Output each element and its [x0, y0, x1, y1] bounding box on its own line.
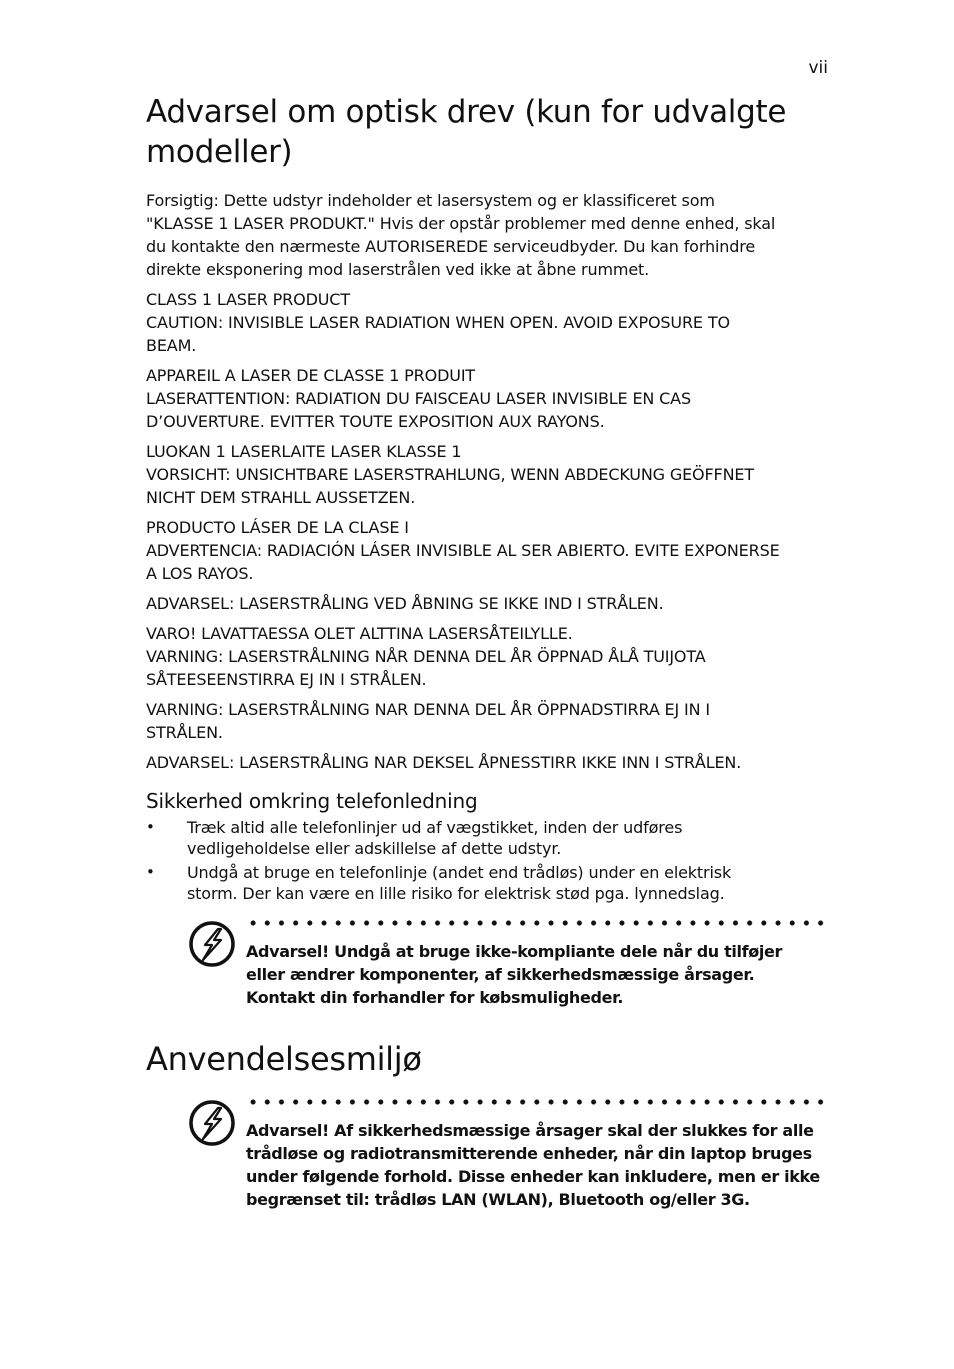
page-number: vii [808, 58, 828, 78]
section-title-optical-drive [146, 92, 830, 172]
paragraph [146, 698, 830, 744]
warning-line: Kontakt din forhandler for købsmuligheder. [246, 988, 624, 1007]
paragraph-line: Forsigtig: Dette udstyr indeholder et lasersystem og er klassificeret som [146, 191, 715, 210]
paragraph-line: direkte eksponering mod laserstrålen ved ikke at åbne rummet. [146, 260, 650, 279]
list-item-line: Undgå at bruge en telefonlinje (andet end trådløs) under en elektrisk [187, 863, 732, 882]
paragraph [146, 592, 830, 615]
paragraph [146, 364, 830, 433]
paragraph [146, 189, 830, 281]
paragraph-line: NICHT DEM STRAHLL AUSSETZEN. [146, 488, 416, 507]
paragraph [146, 440, 830, 509]
paragraph [146, 516, 830, 585]
warning-text [246, 1119, 830, 1211]
warning-line: trådløse og radiotransmitterende enheder, når din laptop bruges [246, 1144, 812, 1163]
warning-line: Advarsel! Undgå at bruge ikke-kompliante dele når du tilføjer [246, 942, 783, 961]
list-item [146, 817, 830, 859]
section-title-environment: Anvendelsesmiljø [146, 1040, 422, 1078]
paragraph-line: VORSICHT: UNSICHTBARE LASERSTRAHLUNG, WENN ABDECKUNG GEÖFFNET [146, 465, 754, 484]
paragraph-line: PRODUCTO LÁSER DE LA CLASE I [146, 518, 409, 537]
list-item-line: Træk altid alle telefonlinjer ud af vægstikket, inden der udføres [187, 818, 683, 837]
warning-line: Advarsel! Af sikkerhedsmæssige årsager skal der slukkes for alle [246, 1121, 814, 1140]
warning-box [188, 1099, 830, 1211]
subsection-title-phone-line: Sikkerhed omkring telefonledning [146, 789, 478, 813]
paragraph-line: APPAREIL A LASER DE CLASSE 1 PRODUIT [146, 366, 476, 385]
paragraph-line: ADVARSEL: LASERSTRÅLING VED ÅBNING SE IKKE IND I STRÅLEN. [146, 594, 664, 613]
lightning-warning-icon [188, 1099, 236, 1147]
list-item-line: vedligeholdelse eller adskillelse af dette udstyr. [187, 839, 562, 858]
paragraph-line: A LOS RAYOS. [146, 564, 254, 583]
title-line: modeller) [146, 134, 293, 170]
paragraph-line: LASERATTENTION: RADIATION DU FAISCEAU LASER INVISIBLE EN CAS [146, 389, 691, 408]
paragraph [146, 622, 830, 691]
lightning-warning-icon [188, 920, 236, 968]
paragraph-line: "KLASSE 1 LASER PRODUKT." Hvis der opstår problemer med denne enhed, skal [146, 214, 776, 233]
paragraph-line: ADVARSEL: LASERSTRÅLING NAR DEKSEL ÅPNESSTIRR IKKE INN I STRÅLEN. [146, 753, 742, 772]
paragraph-line: CLASS 1 LASER PRODUCT [146, 290, 350, 309]
phone-safety-list [146, 817, 830, 904]
paragraph-line: VARO! LAVATTAESSA OLET ALTTINA LASERSÅTEILYLLE. [146, 624, 573, 643]
paragraph-line: ADVERTENCIA: RADIACIÓN LÁSER INVISIBLE AL SER ABIERTO. EVITE EXPONERSE [146, 541, 780, 560]
bullet-icon: • [146, 863, 155, 881]
page-content [146, 92, 830, 1211]
dotted-rule [246, 1099, 830, 1105]
dotted-rule [246, 920, 830, 926]
warning-line: under følgende forhold. Disse enheder kan inkludere, men er ikke [246, 1167, 820, 1186]
warning-text [246, 940, 830, 1009]
paragraph-line: BEAM. [146, 336, 197, 355]
paragraph-line: D’OUVERTURE. EVITTER TOUTE EXPOSITION AUX RAYONS. [146, 412, 605, 431]
warning-box [188, 920, 830, 1009]
paragraph-line: VARNING: LASERSTRÅLNING NÅR DENNA DEL ÅR ÖPPNAD ÅLÅ TUIJOTA [146, 647, 706, 666]
warning-line: eller ændrer komponenter, af sikkerhedsmæssige årsager. [246, 965, 755, 984]
warning-line: begrænset til: trådløs LAN (WLAN), Bluetooth og/eller 3G. [246, 1190, 750, 1209]
paragraph-line: STRÅLEN. [146, 723, 223, 742]
paragraph-line: LUOKAN 1 LASERLAITE LASER KLASSE 1 [146, 442, 462, 461]
list-item [146, 862, 830, 904]
list-item-line: storm. Der kan være en lille risiko for elektrisk stød pga. lynnedslag. [187, 884, 725, 903]
paragraph-line: du kontakte den nærmeste AUTORISEREDE serviceudbyder. Du kan forhindre [146, 237, 756, 256]
bullet-icon: • [146, 818, 155, 836]
paragraph-line: VARNING: LASERSTRÅLNING NAR DENNA DEL ÅR ÖPPNADSTIRRA EJ IN I [146, 700, 710, 719]
paragraph-line: SÅTEESEENSTIRRA EJ IN I STRÅLEN. [146, 670, 427, 689]
laser-warning-paragraphs [146, 189, 830, 774]
title-line: Advarsel om optisk drev (kun for udvalgte [146, 94, 787, 130]
paragraph-line: CAUTION: INVISIBLE LASER RADIATION WHEN OPEN. AVOID EXPOSURE TO [146, 313, 730, 332]
paragraph [146, 288, 830, 357]
paragraph [146, 751, 830, 774]
